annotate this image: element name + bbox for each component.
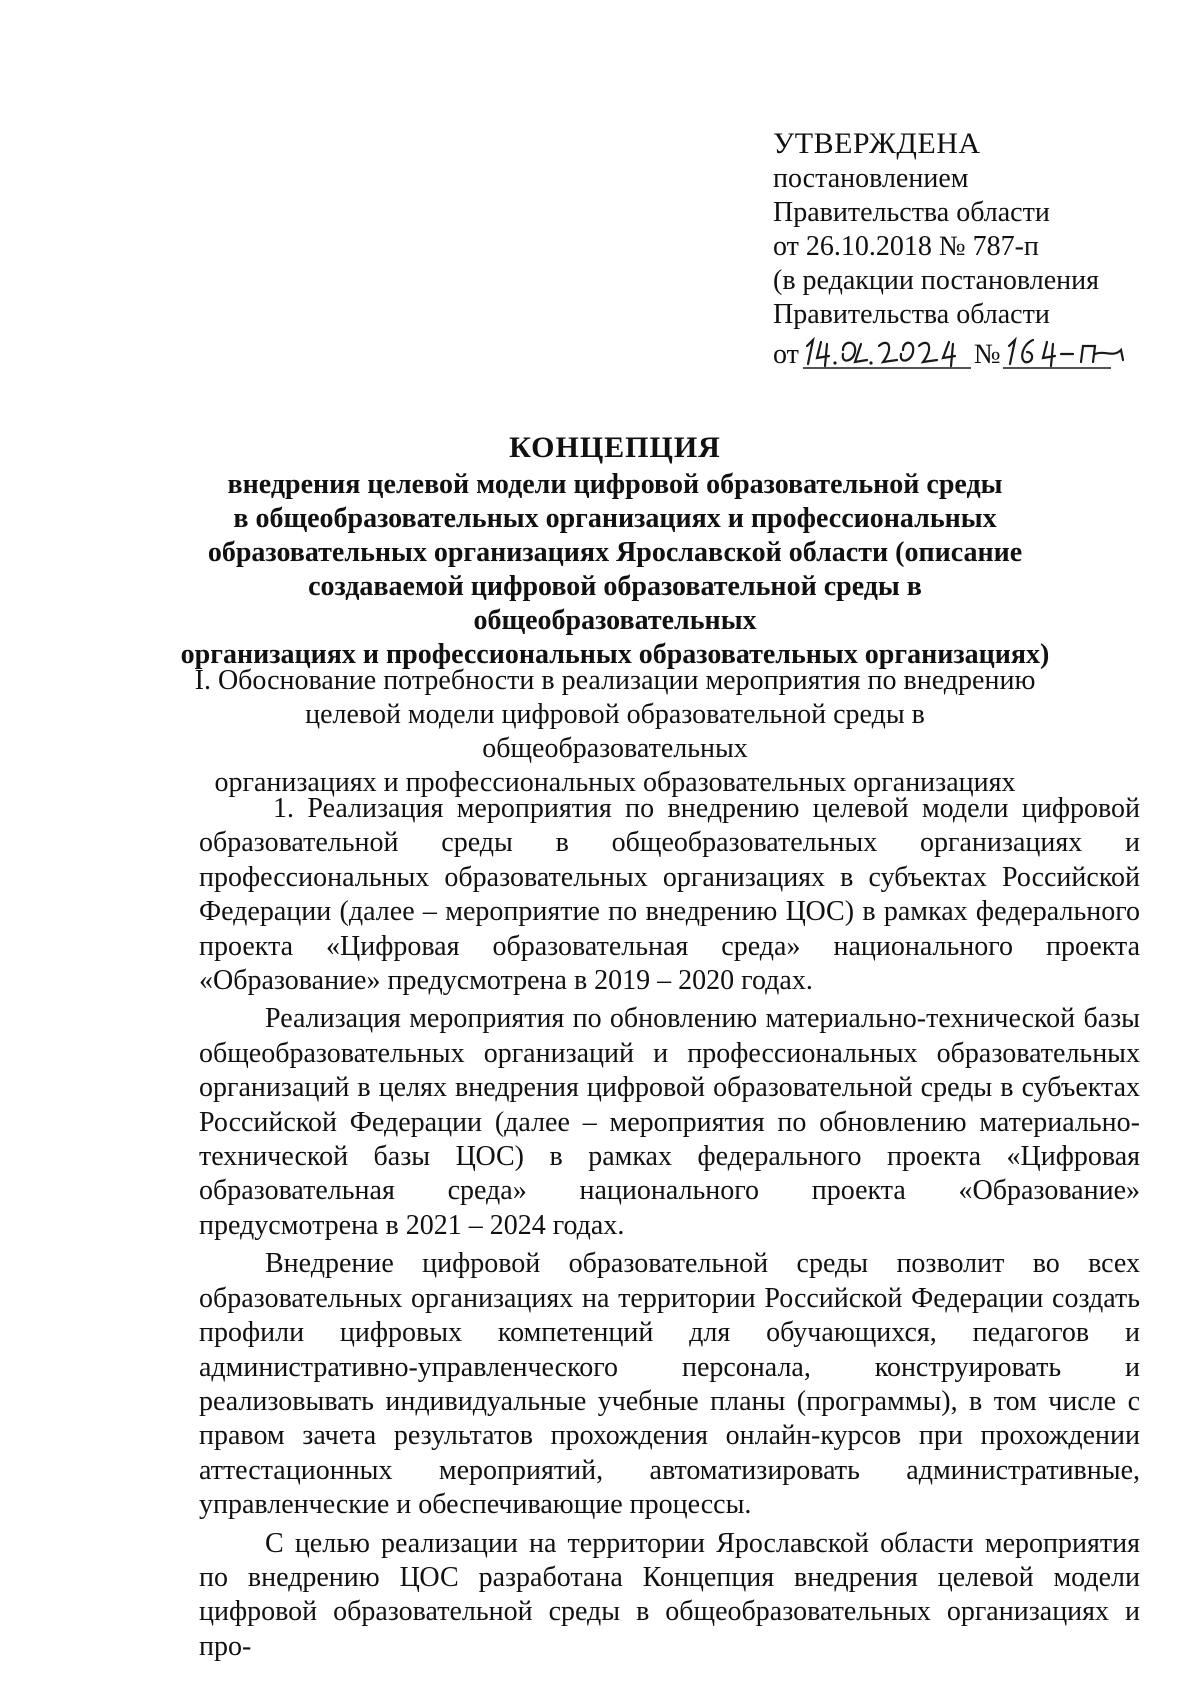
section-heading — [180, 664, 1050, 800]
paragraph-1: 1. Реализация мероприятия по внедрению целевой модели цифровой образовательной среды в общеобразовательных организациях и профессиональных образовательных организациях в субъектах Российской Федерации (далее – мероприятие по внедрению ЦОС) в рамках федерального проекта «Цифровая образовательная среда» национального проекта «Образование» предусмотрена в 2019 – 2020 годах. — [199, 793, 1140, 997]
document-subtitle-line-1: внедрения целевой модели цифровой образовательной среды — [227, 469, 1003, 500]
document-subtitle-line-3: образовательных организациях Ярославской области (описание — [207, 537, 1023, 568]
document-title: КОНЦЕПЦИЯ — [509, 431, 721, 464]
document-body — [199, 792, 1140, 1668]
approval-date-prefix: от — [773, 339, 799, 370]
handwritten-number-signature — [1001, 332, 1126, 372]
approval-number-sign: № — [973, 339, 1001, 370]
section-heading-line-2: целевой модели цифровой образовательной среды в общеобразовательных — [305, 699, 925, 764]
paragraph-4: С целью реализации на территории Ярославской области мероприятия по внедрению ЦОС разработана Концепция внедрения целевой модели цифровой образовательной среды в общеобразовательных организациях и про- — [199, 1527, 1140, 1662]
approval-line-6 — [773, 332, 1126, 372]
handwritten-date-signature — [799, 332, 974, 372]
approval-line-1: постановлением — [773, 163, 969, 194]
approval-stamp-block — [773, 126, 1126, 372]
approval-line-4: (в редакции постановления — [773, 265, 1100, 296]
document-subtitle-line-5: организациях и профессиональных образовательных организациях) — [180, 639, 1050, 670]
approval-line-3: от 26.10.2018 № 787-п — [773, 231, 1039, 262]
approval-line-2: Правительства области — [773, 197, 1050, 228]
paragraph-3: Внедрение цифровой образовательной среды позволит во всех образовательных организациях на территории Российской Федерации создать профили цифровых компетенций для обучающихся, педагогов и административно-управленческого персонала, конструировать и реализовывать индивидуальные учебные планы (программы), в том числе с правом зачета результатов прохождения онлайн-курсов при прохождении аттестационных мероприятий, автоматизировать административные, управленческие и обеспечивающие процессы. — [199, 1248, 1140, 1521]
section-heading-line-1: I. Обоснование потребности в реализации мероприятия по внедрению — [194, 665, 1036, 696]
approval-title: УТВЕРЖДЕНА — [773, 127, 981, 160]
document-subtitle-line-2: в общеобразовательных организациях и профессиональных — [233, 503, 997, 534]
section-heading-line-3: организациях и профессиональных образовательных организациях — [214, 767, 1016, 798]
document-heading — [180, 430, 1050, 672]
paragraph-2: Реализация мероприятия по обновлению материально-технической базы общеобразовательных организаций и профессиональных образовательных организаций в целях внедрения цифровой образовательной среды в субъектах Российской Федерации (далее – мероприятия по обновлению материально-технической базы ЦОС) в рамках федерального проекта «Цифровая образовательная среда» национального проекта «Образование» предусмотрена в 2021 – 2024 годах. — [199, 1003, 1140, 1241]
document-subtitle-line-4: создаваемой цифровой образовательной среды в общеобразовательных — [308, 571, 922, 636]
approval-line-5: Правительства области — [773, 299, 1050, 330]
